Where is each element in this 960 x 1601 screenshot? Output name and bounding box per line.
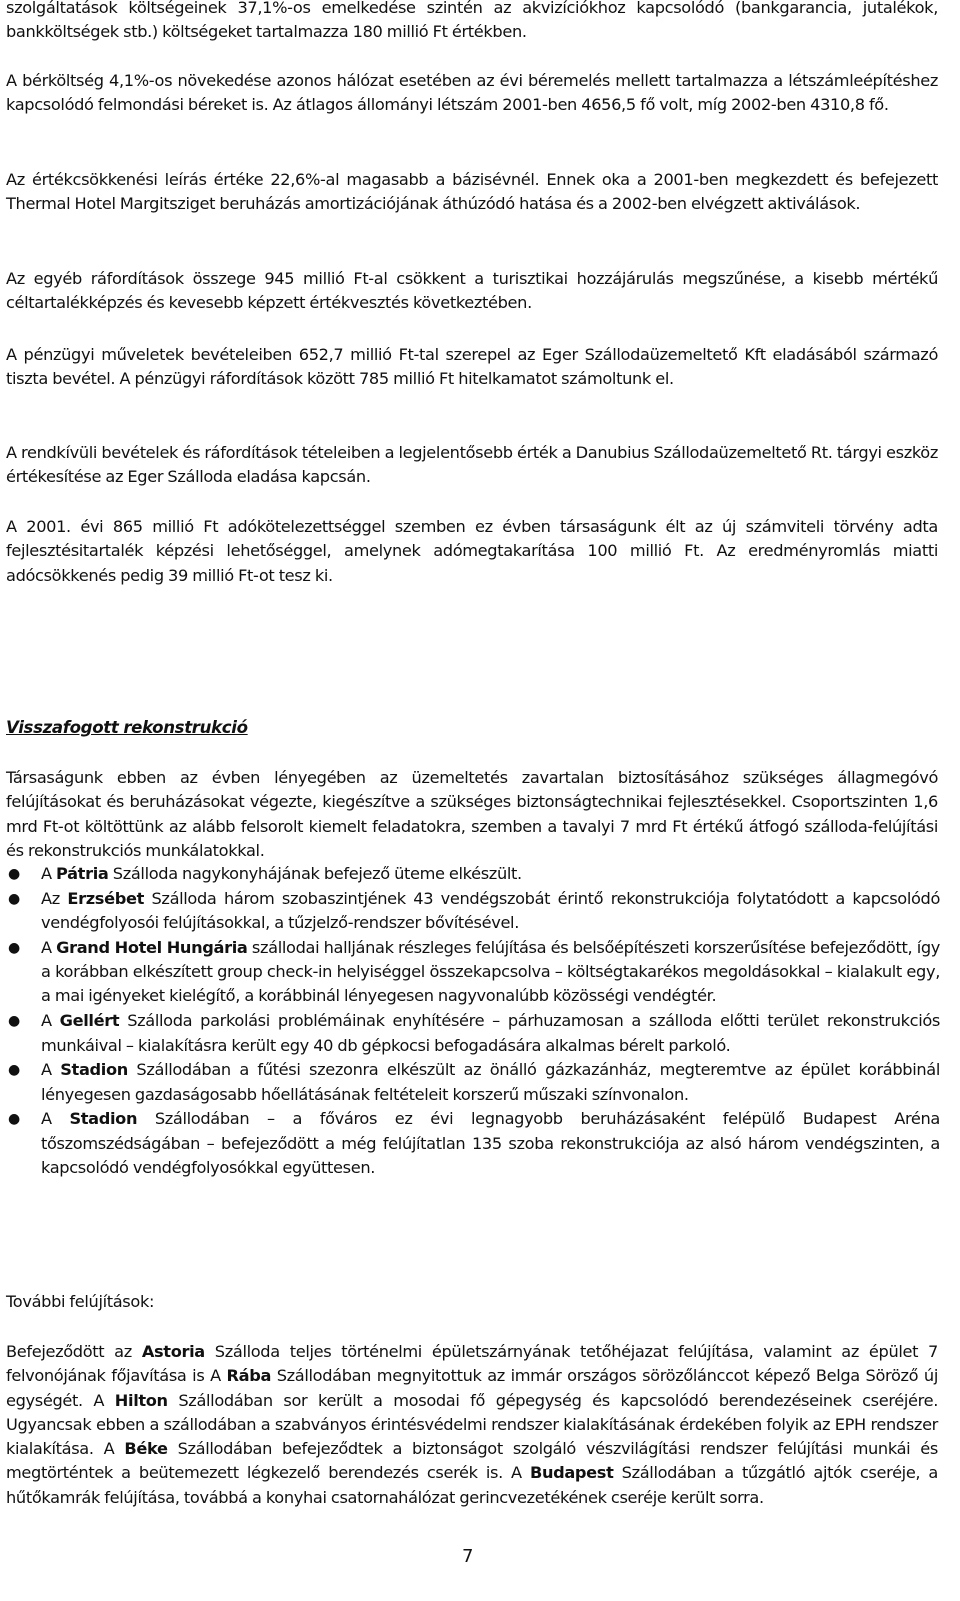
bullet-icon: ● xyxy=(8,866,20,882)
bullet-icon: ● xyxy=(8,890,20,907)
hotel-name: Béke xyxy=(124,1439,168,1459)
hotel-name: Erzsébet xyxy=(67,888,144,908)
hotel-name: Budapest xyxy=(529,1463,614,1483)
paragraph-tax: A 2001. évi 865 millió Ft adókötelezettséggel szemben ez évben társaságunk élt az új számviteli törvény adta fejlesztésitartalék képzési lehetőséggel, amelynek adómegtakarítása 100 millió Ft. Az eredményromlás miatti adócsökkenés pedig 39 millió Ft-ot tesz ki. xyxy=(6,517,938,585)
hotel-name: Stadion xyxy=(60,1060,128,1080)
bullet-icon: ● xyxy=(8,1111,20,1128)
list-item: ● A Stadion Szállodában – a főváros ez évi legnagyobb beruházásaként felépülő Budapest Aréna tőszomszédságában – befejeződött a még felújítatlan 135 szoba rekonstrukciója az alsó három vendégszinten, a kapcsolódó vendégfolyosókkal együttesen. xyxy=(8,1109,940,1178)
list-item: ● A Grand Hotel Hungária szállodai halljának részleges felújítása és belsőépítészeti korszerűsítése befejeződött, így a korábban elkészített group check-in helyiséggel összekapcsolva – költségtakarékos megoldásokkal – kialakult egy, a mai igényeket kielégítő, a korábbinál lényegesen nagyvonalúbb közösségi vendégtér. xyxy=(8,937,940,1006)
subheading-further-renovations: További felújítások: xyxy=(6,1292,155,1311)
hotel-name: Hilton xyxy=(114,1390,168,1410)
paragraph-depreciation: Az értékcsökkenési leírás értéke 22,6%-al magasabb a bázisévnél. Ennek oka a 2001-ben megkezdett és befejezett Thermal Hotel Margitsziget beruházás amortizációjának áthúzódó hatása és a 2002-ben elvégzett aktiválások. xyxy=(6,170,938,214)
hotel-name: Stadion xyxy=(69,1109,138,1129)
paragraph-financial-operations: A pénzügyi műveletek bevételeiben 652,7 millió Ft-tal szerepel az Eger Szállodaüzemeltető Kft eladásából származó tiszta bevétel. A pénzügyi ráfordítások között 785 millió Ft hitelkamatot számoltunk el. xyxy=(6,345,938,389)
paragraph-other-expenses: Az egyéb ráfordítások összege 945 millió Ft-al csökkent a turisztikai hozzájárulás megszűnése, a kisebb mértékű céltartalékképzés és kevesebb képzett értékvesztés következtében. xyxy=(6,269,938,313)
page-number: 7 xyxy=(462,1546,474,1567)
hotel-name: Grand Hotel Hungária xyxy=(56,937,248,957)
paragraph-services-costs: szolgáltatások költségeinek 37,1%-os emelkedése szintén az akvizíciókhoz kapcsolódó (bankgarancia, jutalékok, bankköltségek stb.) költségeket tartalmazza 180 millió Ft értékben. xyxy=(6,0,938,42)
list-item: ● A Pátria Szálloda nagykonyhájának befejező üteme elkészült. xyxy=(0,862,940,886)
bullet-icon: ● xyxy=(8,1013,20,1030)
section-heading: Visszafogott rekonstrukció xyxy=(6,718,248,737)
renovation-list xyxy=(0,862,940,1181)
paragraph-extraordinary-items: A rendkívüli bevételek és ráfordítások tételeiben a legjelentősebb érték a Danubius Szállodaüzemeltető Rt. tárgyi eszköz értékesítése az Eger Szálloda eladása kapcsán. xyxy=(6,443,938,487)
hotel-name: Gellért xyxy=(59,1011,120,1031)
paragraph-section-intro: Társaságunk ebben az évben lényegében az üzemeltetés zavartalan biztosításához szükséges állagmegóvó felújításokat és beruházásokat végezte, kiegészítve a szükséges biztonságtechnikai fejlesztésekkel. Csoportszinten 1,6 mrd Ft-ot költöttünk az alább felsorolt kiemelt feladatokra, szemben a tavalyi 7 mrd Ft értékű átfogó szálloda-felújítási és rekonstrukciós munkálatokkal. xyxy=(6,768,938,860)
list-item: ● A Stadion Szállodában a fűtési szezonra elkészült az önálló gázkazánház, megteremtve az épület korábbinál lényegesen gazdaságosabb hőellátásának feltételeit korszerű műszaki színvonalon. xyxy=(8,1060,940,1104)
bullet-icon: ● xyxy=(8,1062,20,1079)
hotel-name: Rába xyxy=(226,1366,272,1386)
bullet-icon: ● xyxy=(8,939,20,956)
hotel-name: Pátria xyxy=(56,864,109,883)
paragraph-wage-costs: A bérköltség 4,1%-os növekedése azonos hálózat esetében az évi béremelés mellett tartalmazza a létszámleépítéshez kapcsolódó felmondási béreket is. Az átlagos állományi létszám 2001-ben 4656,5 fő volt, míg 2002-ben 4310,8 fő. xyxy=(6,71,938,115)
paragraph-further-renovations: Befejeződött az Astoria Szálloda teljes történelmi épületszárnyának tetőhéjazat felújítása, valamint az épület 7 felvonójának főjavítása is A Rába Szállodában megnyitottuk az immár országos sörözőlánccot képező Belga Söröző új egységét. A Hilton Szállodában sor került a mosodai fő gépegység és kapcsolódó berendezéseinek cseréjére. Ugyancsak ebben a szállodában a szabványos érintésvédelmi rendszer kialakításának érdekében folyik az EPH rendszer kialakítása. A Béke Szállodában befejeződtek a biztonságot szolgáló vészvilágítási rendszer felújítási munkái és megtörténtek a beütemezett légkezelő berendezés cserék is. A Budapest Szállodában a tűzgátló ajtók cseréje, a hűtőkamrák felújítása, továbbá a konyhai csatornahálózat gerincvezetékének cseréje került sorra. xyxy=(6,1342,938,1507)
list-item: ● A Gellért Szálloda parkolási problémáinak enyhítésére – párhuzamosan a szálloda előtti terület rekonstrukciós munkáival – kialakításra került egy 40 db gépkocsi befogadására alkalmas bérelt parkoló. xyxy=(8,1011,940,1055)
hotel-name: Astoria xyxy=(141,1342,205,1361)
list-item: ● Az Erzsébet Szálloda három szobaszintjének 43 vendégszobát érintő rekonstrukciója folytatódott a kapcsolódó vendégfolyosói felújításokkal, a tűzjelző-rendszer bővítésével. xyxy=(8,888,941,933)
